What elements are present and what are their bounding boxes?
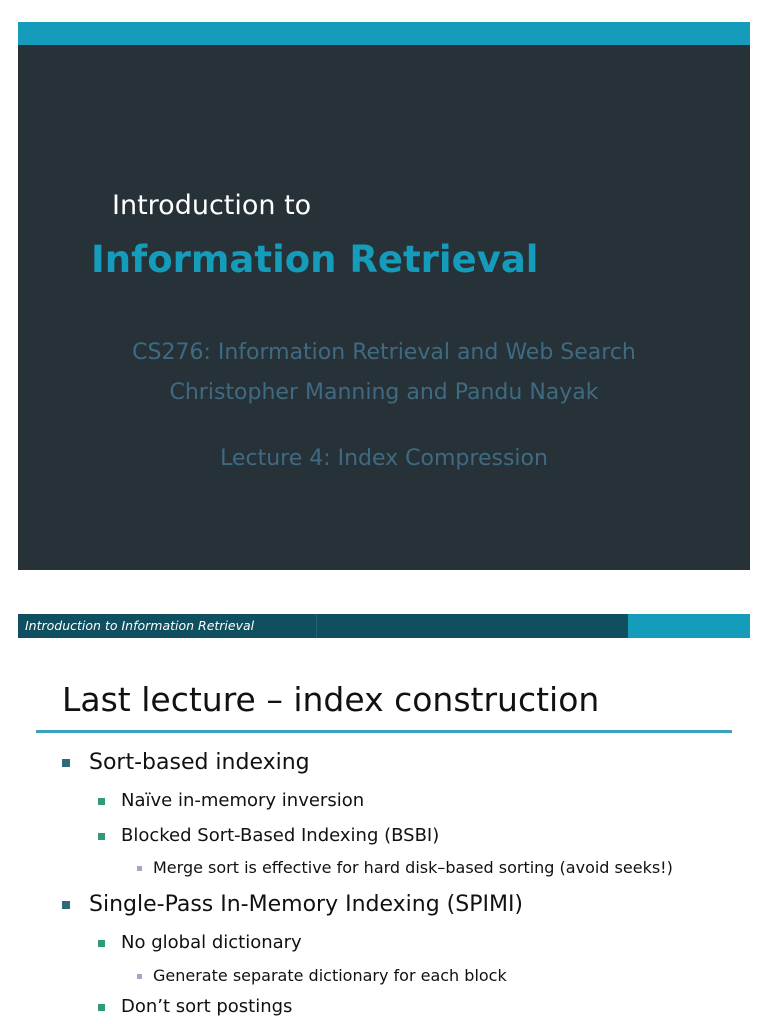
bullet-square-icon [137, 974, 142, 979]
bullet-square-icon [98, 833, 105, 840]
bullet-square-icon [137, 866, 142, 871]
list-item-text: Merge sort is effective for hard disk–based sorting (avoid seeks!) [153, 858, 673, 877]
content-slide [18, 614, 750, 1024]
list-item [153, 858, 673, 877]
list-item-text: Single-Pass In-Memory Indexing (SPIMI) [89, 892, 524, 917]
list-item-text: Don’t sort postings [121, 996, 293, 1017]
list-item-text: No global dictionary [121, 932, 302, 953]
list-item-text: Sort-based indexing [89, 750, 310, 775]
slide-header-text: Introduction to Information Retrieval [25, 618, 255, 633]
list-item [121, 790, 364, 811]
bullet-square-icon [98, 1004, 105, 1011]
header-accent-block [628, 614, 750, 638]
intro-heading: Introduction to [112, 190, 312, 221]
title-underline [36, 730, 732, 733]
bullet-square-icon [98, 940, 105, 947]
bullet-square-icon [62, 901, 70, 909]
title-slide-top-bar [18, 22, 750, 45]
list-item [89, 750, 310, 775]
list-item [89, 892, 523, 917]
bullet-square-icon [62, 759, 70, 767]
list-item [121, 996, 292, 1017]
authors: Christopher Manning and Pandu Nayak [169, 380, 599, 405]
list-item [153, 966, 507, 985]
course-title: Information Retrieval [91, 238, 539, 281]
title-slide [18, 22, 750, 570]
list-item-text: Blocked Sort-Based Indexing (BSBI) [121, 825, 440, 846]
lecture-title: Lecture 4: Index Compression [220, 446, 548, 471]
header-divider [316, 614, 317, 638]
course-code: CS276: Information Retrieval and Web Search [132, 340, 636, 365]
list-item [121, 825, 439, 846]
bullet-square-icon [98, 798, 105, 805]
list-item-text: Generate separate dictionary for each block [153, 966, 507, 985]
list-item-text: Naïve in-memory inversion [121, 790, 365, 811]
list-item [121, 932, 302, 953]
slide-title: Last lecture – index construction [62, 680, 600, 719]
slide-header-bar [18, 614, 750, 638]
